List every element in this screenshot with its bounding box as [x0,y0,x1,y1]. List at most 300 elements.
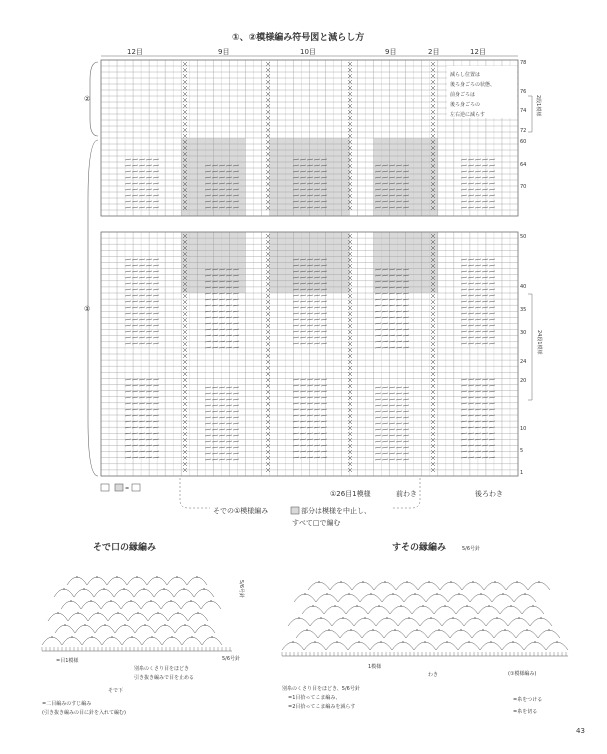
stitch-dash [233,447,239,448]
stitch-dash [314,307,320,308]
stitch-cross [431,426,435,430]
stitch-dash [125,403,131,404]
row-number: 30 [520,330,527,336]
stitch-cross [183,294,187,298]
stitch-cross [431,74,435,78]
chain-loop [48,613,68,621]
stitch-dash [300,397,306,398]
stitch-dot [184,624,186,626]
stitch-dash [468,313,474,314]
stitch-dash [226,429,232,430]
stitch-dash [482,183,488,184]
stitch-dash [375,459,381,460]
chain-loop [282,642,304,650]
stitch-dash [468,325,474,326]
stitch-dash [482,189,488,190]
hem-pickup-note-1: 別糸のくさり目をほどき、5/6号針 [282,686,360,692]
stitch-dash [482,313,488,314]
stitch-dash [219,441,225,442]
stitch-dash [482,259,488,260]
stitch-dash [125,259,131,260]
chain-loop [330,582,352,590]
chain-loop [436,642,458,650]
stitch-dash [153,177,159,178]
stitch-dash [482,277,488,278]
stitch-cross [431,122,435,126]
chain-loop [434,606,456,614]
stitch-dash [375,429,381,430]
stitch-dot [472,581,474,583]
decrease-note-line-1: 減らし位置は [450,72,481,78]
chain-loop [121,601,141,609]
stitch-dash [375,399,381,400]
stitch-dot [183,588,185,590]
stitch-cross [431,420,435,424]
stitch-dash [205,441,211,442]
stitch-dot [164,624,166,626]
stitch-dash [293,295,299,296]
stitch-dot [110,600,112,602]
stitch-dash [293,409,299,410]
stitch-dash [219,435,225,436]
chain-loop [360,594,382,602]
chain-loop [486,618,508,626]
stitch-dash [389,459,395,460]
stitch-dash [212,441,218,442]
stitch-cross [183,378,187,382]
stitch-dash [403,435,409,436]
chain-loop [346,606,368,614]
stitch-dot [532,605,534,607]
stitch-dash [300,337,306,338]
stitch-dot [131,636,133,638]
side-note-top: 2段1模様 [535,95,541,117]
stitch-dash [293,343,299,344]
stitch-dash [468,319,474,320]
stitch-dot [196,576,198,578]
stitch-dash [468,201,474,202]
stitch-dash [389,411,395,412]
stitch-dash [125,409,131,410]
stitch-cross [348,86,352,90]
stitch-cross [183,312,187,316]
stitch-dash [482,171,488,172]
stitch-dash [314,343,320,344]
stitch-dash [212,405,218,406]
stitch-cross [348,426,352,430]
stitch-dot [104,624,106,626]
chain-loop [74,589,94,597]
stitch-dot [116,576,118,578]
stitch-dash [389,435,395,436]
row-number: 72 [520,128,527,134]
stitch-dash [468,301,474,302]
chain-loop [384,630,406,638]
stitch-cross [348,342,352,346]
stitch-dash [153,337,159,338]
stitch-dash [307,403,313,404]
stitch-dash [482,403,488,404]
stitch-dash [139,307,145,308]
stitch-dash [321,343,327,344]
stitch-dot [400,605,402,607]
stitch-dot [556,641,558,643]
stitch-dash [468,295,474,296]
chain-loop [161,601,181,609]
stitch-cross [183,336,187,340]
stitch-dash [226,393,232,394]
side-note-bottom: 24段1模様 [536,330,542,355]
section-brace-2 [90,62,98,136]
chain-loop [370,642,392,650]
stitch-dash [482,195,488,196]
stitch-dot [90,600,92,602]
stitch-dot [340,581,342,583]
stitch-dash [153,201,159,202]
stitch-dash [226,453,232,454]
chain-loop [374,582,396,590]
hem-pattern-label: (①模様編み) [508,671,537,677]
stitch-dot [364,617,366,619]
stitch-dash [396,399,402,400]
stitch-dash [403,399,409,400]
stitch-dot [452,617,454,619]
stitch-dash [226,417,232,418]
chain-loop [478,606,500,614]
stitch-dash [139,325,145,326]
stitch-dash [139,265,145,266]
stitch-dash [403,417,409,418]
stitch-dot [538,581,540,583]
sleeve-note-line3: すべて□で編む [292,519,341,527]
hem-edging-title: すその縁編み [392,543,447,553]
stitch-cross [348,68,352,72]
stitch-dot [71,636,73,638]
stitch-dash [307,385,313,386]
chain-loop [506,582,528,590]
stitch-dash [482,337,488,338]
chain-loop [108,613,128,621]
stitch-dash [314,295,320,296]
stitch-dash [307,337,313,338]
stitch-dash [153,331,159,332]
stitch-dash [139,409,145,410]
stitch-dash [396,423,402,424]
stitch-dash [219,399,225,400]
stitch-dash [205,405,211,406]
stitch-cross [348,98,352,102]
stitch-dash [139,403,145,404]
stitch-cross [183,330,187,334]
stitch-dash [219,423,225,424]
stitch-dash [125,201,131,202]
stitch-dash [307,343,313,344]
hem-gusset-label: わき [428,672,439,678]
chain-loop [390,606,412,614]
chain-loop [398,618,420,626]
stitch-cross [431,348,435,352]
stitch-cross [431,414,435,418]
stitch-dash [293,307,299,308]
stitch-dot [518,617,520,619]
back-gusset-label: 後ろわき [475,490,503,498]
stitch-dot [356,605,358,607]
stitch-cross [183,68,187,72]
stitch-dash [125,343,131,344]
stitch-cross [348,432,352,436]
stitch-dash [153,295,159,296]
stitch-dot [177,612,179,614]
stitch-dash [468,183,474,184]
stitch-dash [389,387,395,388]
stitch-dash [382,459,388,460]
chain-loop [67,577,87,585]
stitch-cross [431,378,435,382]
stitch-dash [139,337,145,338]
stitch-dot [386,617,388,619]
chain-loop [201,601,221,609]
decrease-note-line-5: 左右逆に減らす [450,112,486,118]
stitch-cross [431,98,435,102]
row-number: 70 [520,184,527,190]
stitch-dash [314,313,320,314]
chain-loop [302,606,324,614]
stitch-dot [358,641,360,643]
stitch-dash [125,331,131,332]
stitch-cross [431,444,435,448]
chain-loop [352,582,374,590]
stitch-cross [431,116,435,120]
stitch-cross [431,354,435,358]
chain-loop [127,577,147,585]
chain-loop [188,613,208,621]
stitch-dash [139,283,145,284]
stitch-dash [205,447,211,448]
row-number: 1 [520,470,524,476]
stitch-dash [226,387,232,388]
stitch-dash [468,379,474,380]
stitch-dot [468,641,470,643]
chain-loop [195,625,215,633]
stitch-dash [226,447,232,448]
stitch-dash [219,447,225,448]
main-bottom-labels [180,478,503,527]
stitch-dash [307,319,313,320]
chain-loop [115,625,135,633]
stitch-cross [348,300,352,304]
stitch-dash [396,387,402,388]
hem-legend-cut: =糸を切る [513,709,538,715]
stitch-cross [431,306,435,310]
stitch-dash [482,331,488,332]
stitch-dot [350,629,352,631]
stitch-dot [304,593,306,595]
stitch-dash [321,385,327,386]
stitch-dash [212,447,218,448]
stitch-dash [233,387,239,388]
stitch-dash [125,171,131,172]
stitch-dash [389,417,395,418]
page-number: 43 [576,727,585,735]
stitch-dash [375,447,381,448]
stitch-dot [306,629,308,631]
row-number: 60 [520,139,527,145]
stitch-cross [431,318,435,322]
stitch-dash [300,409,306,410]
stitch-dot [320,617,322,619]
stitch-dash [226,435,232,436]
stitch-dash [153,189,159,190]
stitch-dot [312,605,314,607]
chain-loop [194,589,214,597]
stitch-dot [392,593,394,595]
top-stitch-counts [101,48,518,56]
chain-loop [458,642,480,650]
chain-loop [546,642,568,650]
chain-loop [62,637,82,645]
chain-loop [308,582,330,590]
stitch-cross [348,450,352,454]
stitch-dash [375,417,381,418]
stitch-dash [307,301,313,302]
stitch-dot [157,612,159,614]
stitch-dash [293,403,299,404]
stitch-dash [139,271,145,272]
chain-loop [294,594,316,602]
stitch-cross [348,122,352,126]
chain-loop [480,642,502,650]
stitch-dot [83,588,85,590]
sleeve-note-line1: そでの①模様編み [213,507,269,515]
stitch-dash [293,331,299,332]
stitch-dot [314,641,316,643]
stitch-dash [300,385,306,386]
stitch-dash [125,337,131,338]
stitch-cross [348,104,352,108]
chain-loop [316,594,338,602]
chain-loop [420,618,442,626]
stitch-dot [458,593,460,595]
stitch-dash [233,459,239,460]
stitch-dash [139,165,145,166]
stitch-dash [293,337,299,338]
stitch-dash [153,325,159,326]
chain-loop [94,589,114,597]
stitch-dash [125,391,131,392]
stitch-dot [334,605,336,607]
stitch-dash [226,411,232,412]
stitch-dot [526,629,528,631]
sleeve-note-line2: 部分は模様を中止し、 [301,507,371,515]
sleeve-legend-2: (引き抜き編みの目に針を入れて編む) [42,710,126,716]
stitch-cross [431,408,435,412]
stitch-dash [219,459,225,460]
stitch-dash [153,277,159,278]
stitch-dash [300,307,306,308]
stitch-cross [431,450,435,454]
stitch-dash [382,423,388,424]
chain-loop [288,618,310,626]
stitch-dash [212,417,218,418]
stitch-dot [494,581,496,583]
stitch-dot [318,581,320,583]
stitch-dot [170,600,172,602]
stitch-cross [183,360,187,364]
sleeve-legend-1: =二目編みのすじ編み [42,701,92,707]
stitch-dash [125,277,131,278]
stitch-dash [314,325,320,326]
stitch-cross [348,134,352,138]
stitch-dot [342,617,344,619]
stitch-cross [183,456,187,460]
stitch-dash [233,453,239,454]
stitch-dash [382,441,388,442]
stitch-dash [139,313,145,314]
stitch-dash [139,171,145,172]
stitch-cross [183,426,187,430]
sleeve-repeat-label: =目1模様 [56,658,79,664]
stitch-cross [431,456,435,460]
stitch-dash [321,409,327,410]
hem-needle-label: 5/6号針 [462,546,481,552]
stitch-dash [403,393,409,394]
stitch-cross [348,324,352,328]
stitch-cross [183,306,187,310]
stitch-dash [153,165,159,166]
row-number: 64 [520,162,527,168]
stitch-cross [348,372,352,376]
chain-loop [148,613,168,621]
stitch-dot [430,617,432,619]
stitch-dash [205,399,211,400]
stitch-dash [219,411,225,412]
chain-loop [181,601,201,609]
stitch-dash [482,343,488,344]
sleeve-pickup-note-1: 別糸のくさり目をほどき [134,666,190,672]
chain-loop [55,625,75,633]
stitch-dash [212,453,218,454]
chain-loop [382,594,404,602]
stitch-dash [125,313,131,314]
stitch-dash [153,397,159,398]
stitch-dash [321,313,327,314]
chain-loop [448,594,470,602]
stitch-cross [183,462,187,466]
stitch-cross [431,462,435,466]
stitch-cross [183,324,187,328]
stitch-dash [212,399,218,400]
stitch-dash [482,289,488,290]
chain-loop [338,594,360,602]
stitch-cross [431,366,435,370]
stitch-dot [362,581,364,583]
stitch-dot [210,600,212,602]
sleeve-edging-chart [42,576,232,651]
stitch-dash [125,159,131,160]
stitch-dash [153,403,159,404]
stitch-dash [403,447,409,448]
stitch-dash [468,177,474,178]
chain-loop [414,642,436,650]
chain-loop [484,582,506,590]
stitch-dot [51,636,53,638]
stitch-cross [183,372,187,376]
stitch-dash [314,301,320,302]
stitch-dash [382,405,388,406]
chain-loop [530,618,552,626]
stitch-cross [183,86,187,90]
stitch-cross [431,134,435,138]
